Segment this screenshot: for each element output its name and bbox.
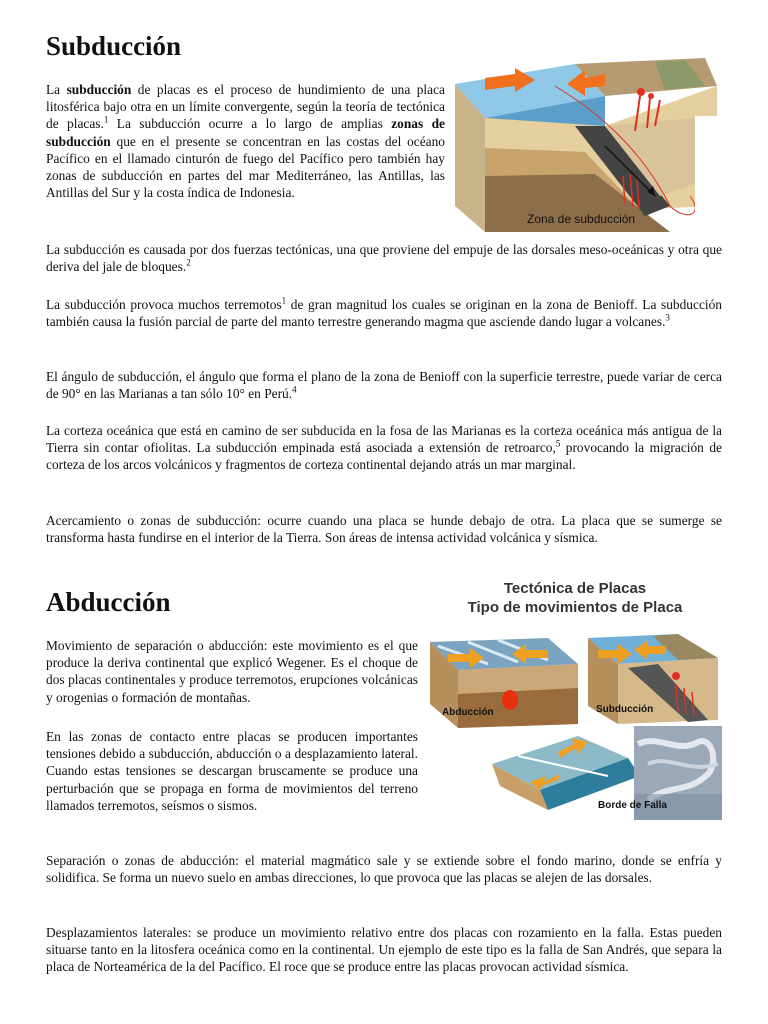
paragraph-corteza-oceanica: La corteza oceánica que está en camino de ser subducida en la fosa de las Marianas es la corteza oceánica más antigua de la Tierra sin contar ofiolitas. La subducción empinada está asociada a extensión de retroarco,$^5$ provocando la migración de corteza de los arcos volcánicos y fragmentos de corteza continental dejando atrás un mar marginal. [46, 423, 722, 473]
label-subduccion: Subducción [596, 704, 654, 715]
section-title-abduccion: Abducción [46, 587, 171, 617]
plate-tectonics-figure [428, 576, 722, 820]
paragraph-subduccion-causas: La subducción es causada por dos fuerzas tectónicas, una que proviene del empuje de las dorsales meso-oceánicas y otra que deriva del jale de bloques.$^2$ [46, 242, 722, 275]
paragraph-subduccion-intro: La subducción de placas es el proceso de hundimiento de una placa litosférica bajo otra en un límite convergente, según la teoría de tectónica de placas.$^1$ La subducción ocurre a lo largo de amplias zonas de subducción que en el presente se concentran en las costas del océano Pacífico en el llamado cinturón de fuego del Pacífico pero también hay zonas de subducción en partes del mar Mediterráneo, las Antillas, las Antillas del Sur y la costa índica de Indonesia. [46, 82, 446, 201]
paragraph-zonas-subduccion: Acercamiento o zonas de subducción: ocurre cuando una placa se hunde debajo de otra. La placa que se sumerge se transforma hasta fundirse en el interior de la Tierra. Son áreas de intensa actividad volcánica y sísmica. [46, 513, 722, 546]
paragraph-subduccion-terremotos: La subducción provoca muchos terremotos$^1$ de gran magnitud los cuales se originan en la zona de Benioff. La subducción también causa la fusión parcial de parte del manto terrestre generando magma que asciende dando lugar a volcanes.$^3$ [46, 295, 722, 330]
subduction-diagram [455, 56, 721, 232]
label-borde-falla: Borde de Falla [598, 800, 667, 811]
paragraph-zonas-contacto: En las zonas de contacto entre placas se producen importantes tensiones debido a subducción, abducción o a desplazamiento lateral. Cuando estas tensiones se descargan bruscamente se produce una perturbación que se propaga en forma de movimientos del terreno llamados terremotos, seísmos o sismos. [46, 729, 418, 813]
label-abduccion: Abducción [442, 707, 494, 718]
subduction-zone-figure [455, 56, 721, 232]
section-title-subduccion: Subducción [46, 31, 182, 61]
paragraph-abduccion-movimiento: Movimiento de separación o abducción: este movimiento es el que produce la deriva continental que explicó Wegener. Es el choque de dos placas continentales y produce terremotos, erupciones volcánicas y orogenias o formación de montañas. [46, 638, 418, 705]
subduction-figure-caption: Zona de subducción [527, 212, 636, 226]
paragraph-angulo-subduccion: El ángulo de subducción, el ángulo que forma el plano de la zona de Benioff con la superficie terrestre, puede variar de cerca de 90° en las Marianas a tan sólo 10° en Perú.$^4$ [46, 369, 722, 402]
plate-movements-diagram [428, 624, 722, 820]
plate-figure-title-2: Tipo de movimientos de Placa [467, 599, 683, 616]
plate-figure-title-1: Tectónica de Placas [503, 580, 647, 597]
paragraph-desplazamientos-laterales: Desplazamientos laterales: se produce un movimiento relativo entre dos placas con rozamiento en la falla. Estas pueden situarse tanto en la litosfera oceánica como en la continental. Un ejemplo de este tipo es la falla de San Andrés, que separa la placa de Norteamérica de la del Pacífico. El roce que se produce entre las placas provocan actividad sísmica. [46, 925, 722, 975]
paragraph-zonas-abduccion: Separación o zonas de abducción: el material magmático sale y se extiende sobre el fondo marino, donde se enfría y solidifica. Se forma un nuevo suelo en ambas direcciones, lo que provoca que las placas se alejen de las dorsales. [46, 853, 722, 886]
